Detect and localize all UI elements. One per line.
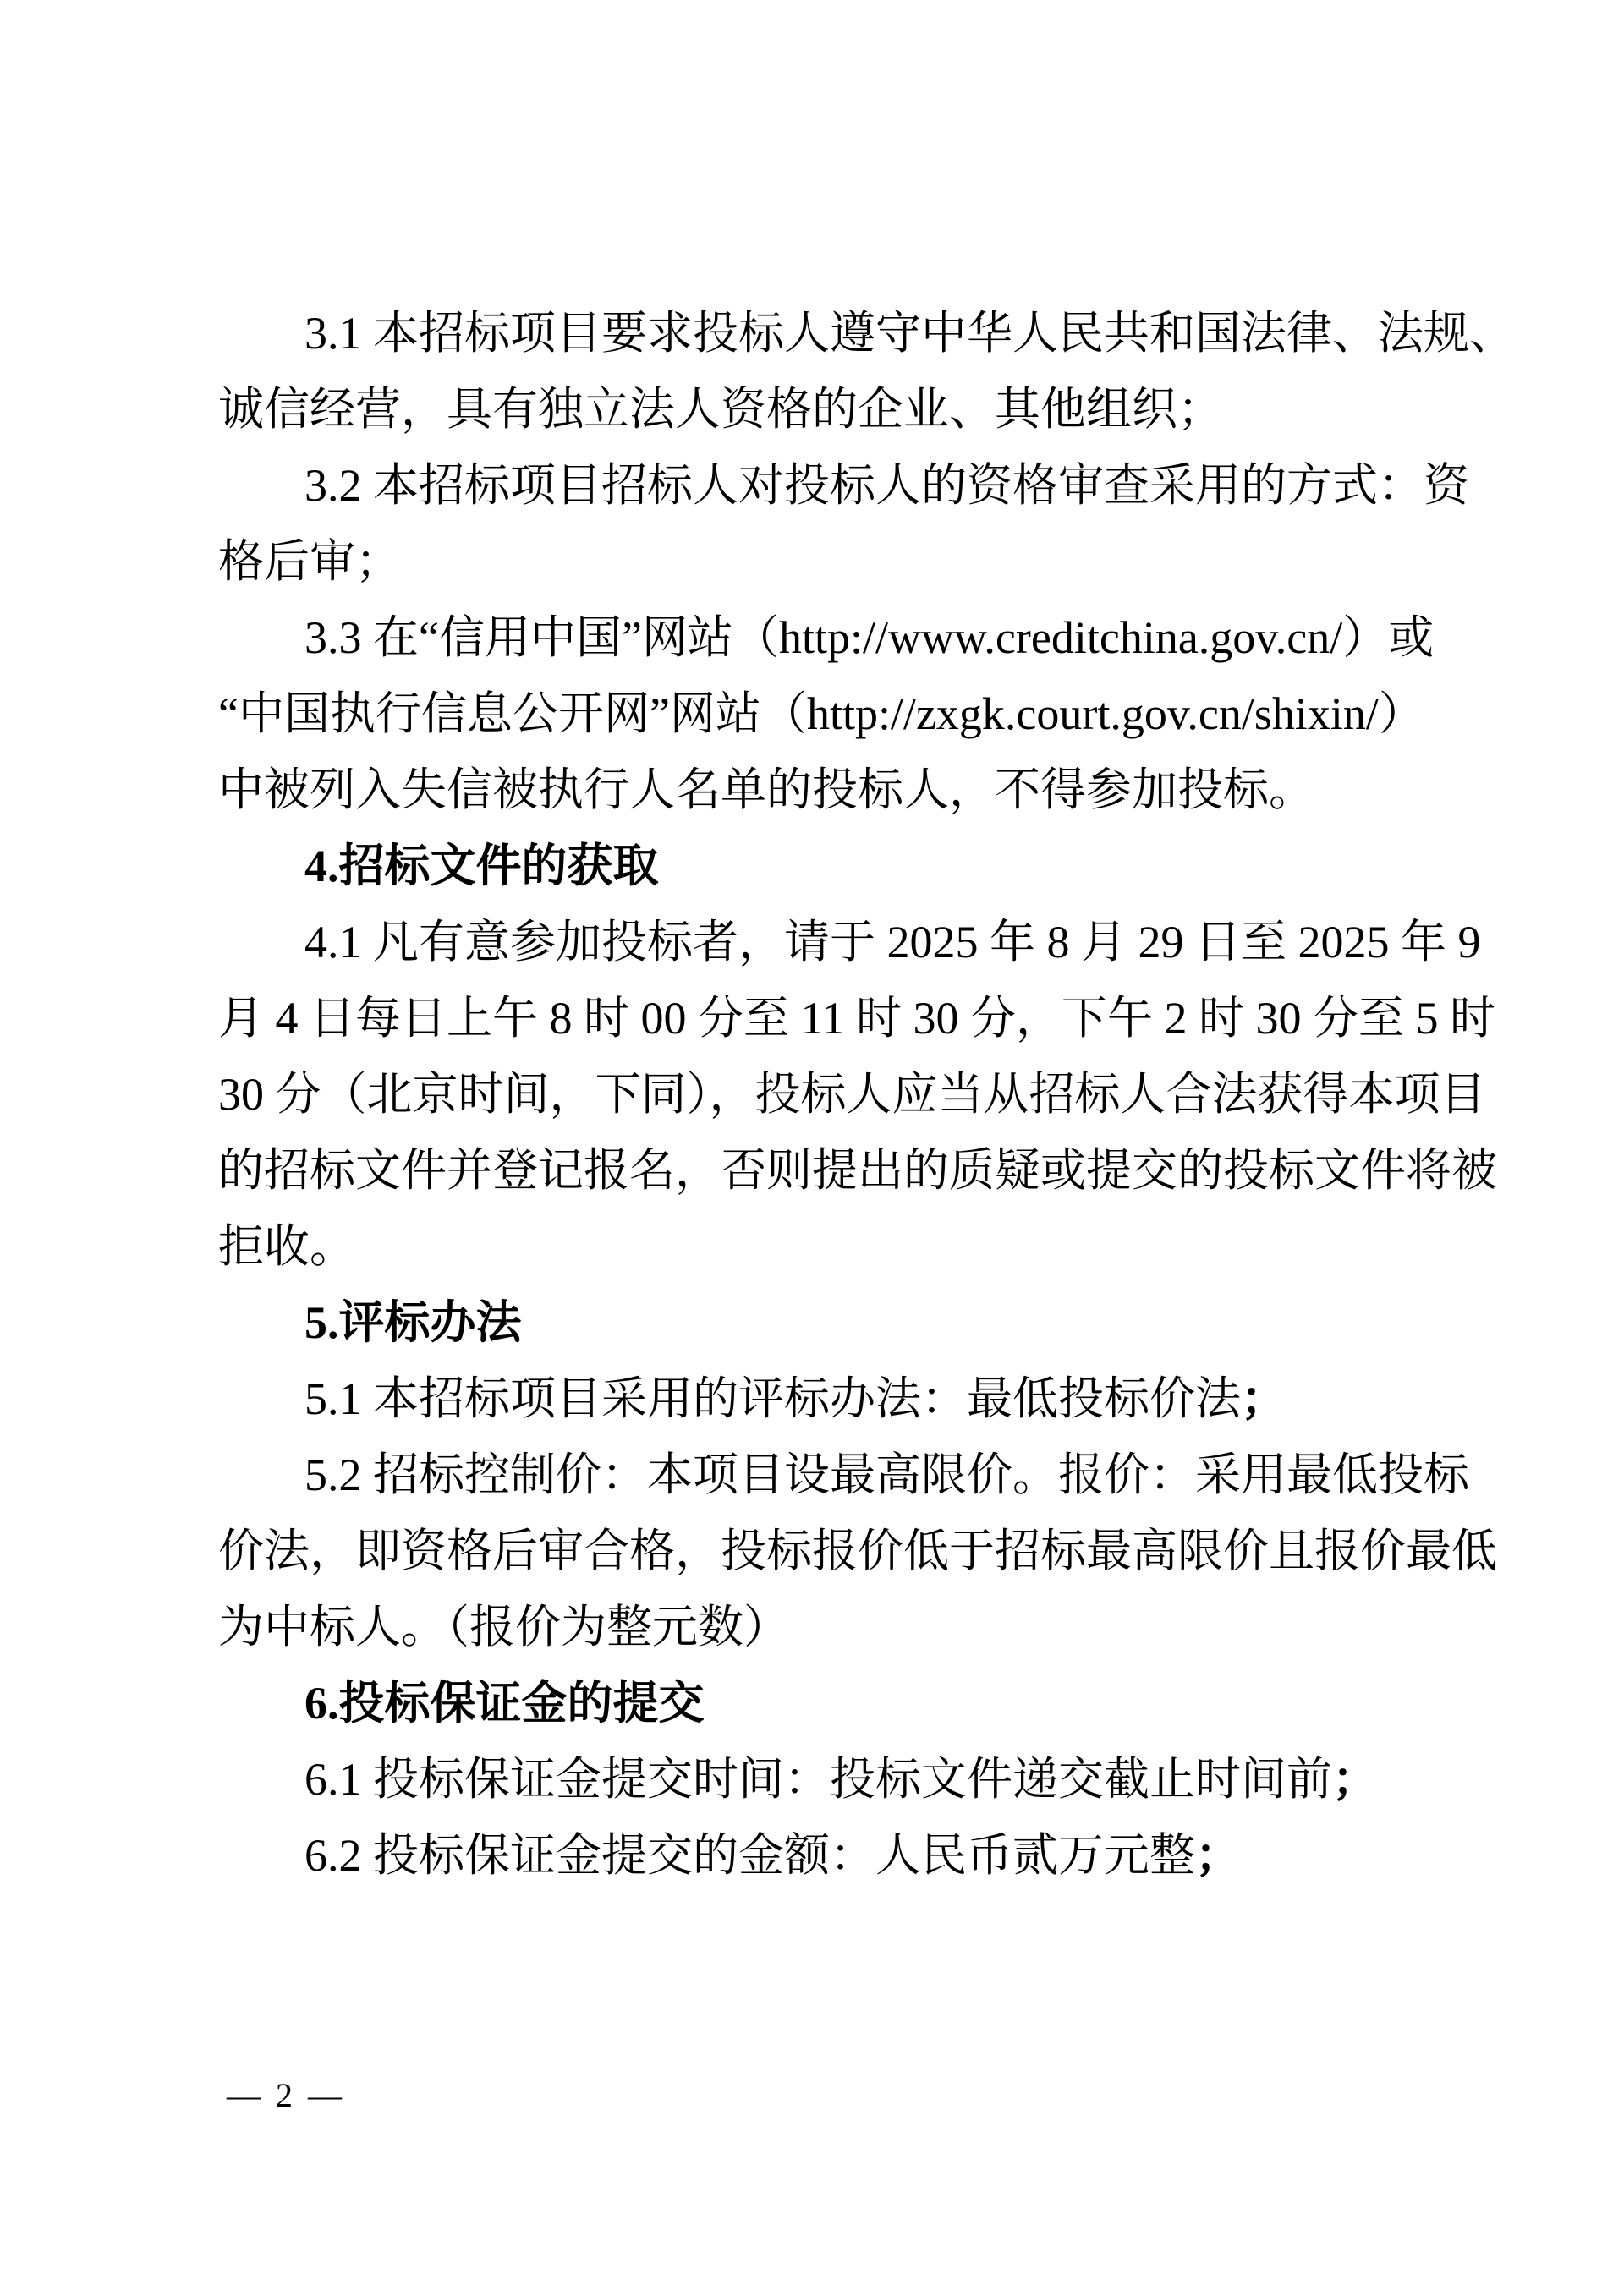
paragraph-3-3-line-1-text: 3.3 在“信用中国”网站（ [304, 612, 779, 663]
creditchina-url-text: http://www.creditchina.gov.cn/ [778, 612, 1343, 663]
paragraph-5-1 [218, 1361, 1414, 1437]
footer-dash-right: — [308, 2076, 343, 2114]
paragraph-4-1-line-3: 30 分（北京时间，下同），投标人应当从招标人合法获得本项目 [218, 1069, 1486, 1120]
section-4-heading: 4.招标文件的获取 [304, 841, 659, 891]
paragraph-4-1-line-2: 月 4 日每日上午 8 时 00 分至 11 时 30 分，下午 2 时 30 分至 5 时 [218, 993, 1495, 1044]
paragraph-6-1-semicolon: ； [1332, 1754, 1378, 1805]
document-body [218, 295, 1515, 1893]
paragraph-3-2-line-1: 3.2 本招标项目招标人对投标人的资格审查采用的方式：资 [304, 460, 1469, 511]
paragraph-3-3-line-2-text: “中国执行信息公开网”网站（ [218, 688, 807, 739]
paragraph-5-2-line-3: 为中标人。（报价为整元数） [218, 1602, 789, 1652]
section-6-heading: 6.投标保证金的提交 [304, 1678, 705, 1729]
paragraph-4-1-line-5: 拒收。 [218, 1221, 355, 1272]
section-5-heading: 5.评标办法 [304, 1297, 522, 1348]
page-number: 2 [276, 2076, 294, 2114]
paragraph-3-1-line-1: 3.1 本招标项目要求投标人遵守中华人民共和国法律、法规、 [304, 308, 1515, 359]
paragraph-3-3-line-2-tail: ） [1378, 688, 1424, 739]
paragraph-3-3-line-3: 中被列入失信被执行人名单的投标人，不得参加投标。 [218, 764, 1314, 815]
footer-dash-left: — [227, 2076, 262, 2114]
paragraph-5-1-text: 5.1 本招标项目采用的评标办法：最低投标价法 [304, 1373, 1241, 1424]
paragraph-3-1-line-2: 诚信经营，具有独立法人资格的企业、其他组织； [218, 384, 1223, 435]
paragraph-5-1-semicolon: ； [1241, 1373, 1287, 1424]
paragraph-5-2-line-2: 价法，即资格后审合格，投标报价低于招标最高限价且报价最低 [218, 1526, 1497, 1576]
page-footer [227, 2074, 343, 2118]
paragraph-5-2-line-1: 5.2 招标控制价：本项目设最高限价。报价：采用最低投标 [304, 1449, 1469, 1500]
paragraph-3-3-line-1 [218, 600, 1435, 676]
paragraph-3-3-line-2 [218, 676, 1424, 752]
paragraph-6-2-text: 6.2 投标保证金提交的金额：人民币贰万元整 [304, 1830, 1195, 1881]
paragraph-6-2-semicolon: ； [1195, 1830, 1241, 1881]
paragraph-3-3-line-1-tail: ）或 [1342, 612, 1435, 663]
zxgk-court-url-text: http://zxgk.court.gov.cn/shixin/ [806, 688, 1379, 739]
paragraph-6-2 [218, 1817, 1414, 1893]
paragraph-3-2-line-2: 格后审； [218, 536, 401, 587]
paragraph-6-1 [218, 1741, 1414, 1817]
paragraph-6-1-text: 6.1 投标保证金提交时间：投标文件递交截止时间前 [304, 1754, 1332, 1805]
paragraph-4-1-line-4: 的招标文件并登记报名，否则提出的质疑或提交的投标文件将被 [218, 1145, 1497, 1196]
paragraph-4-1-line-1: 4.1 凡有意参加投标者，请于 2025 年 8 月 29 日至 2025 年 9 [304, 917, 1481, 967]
